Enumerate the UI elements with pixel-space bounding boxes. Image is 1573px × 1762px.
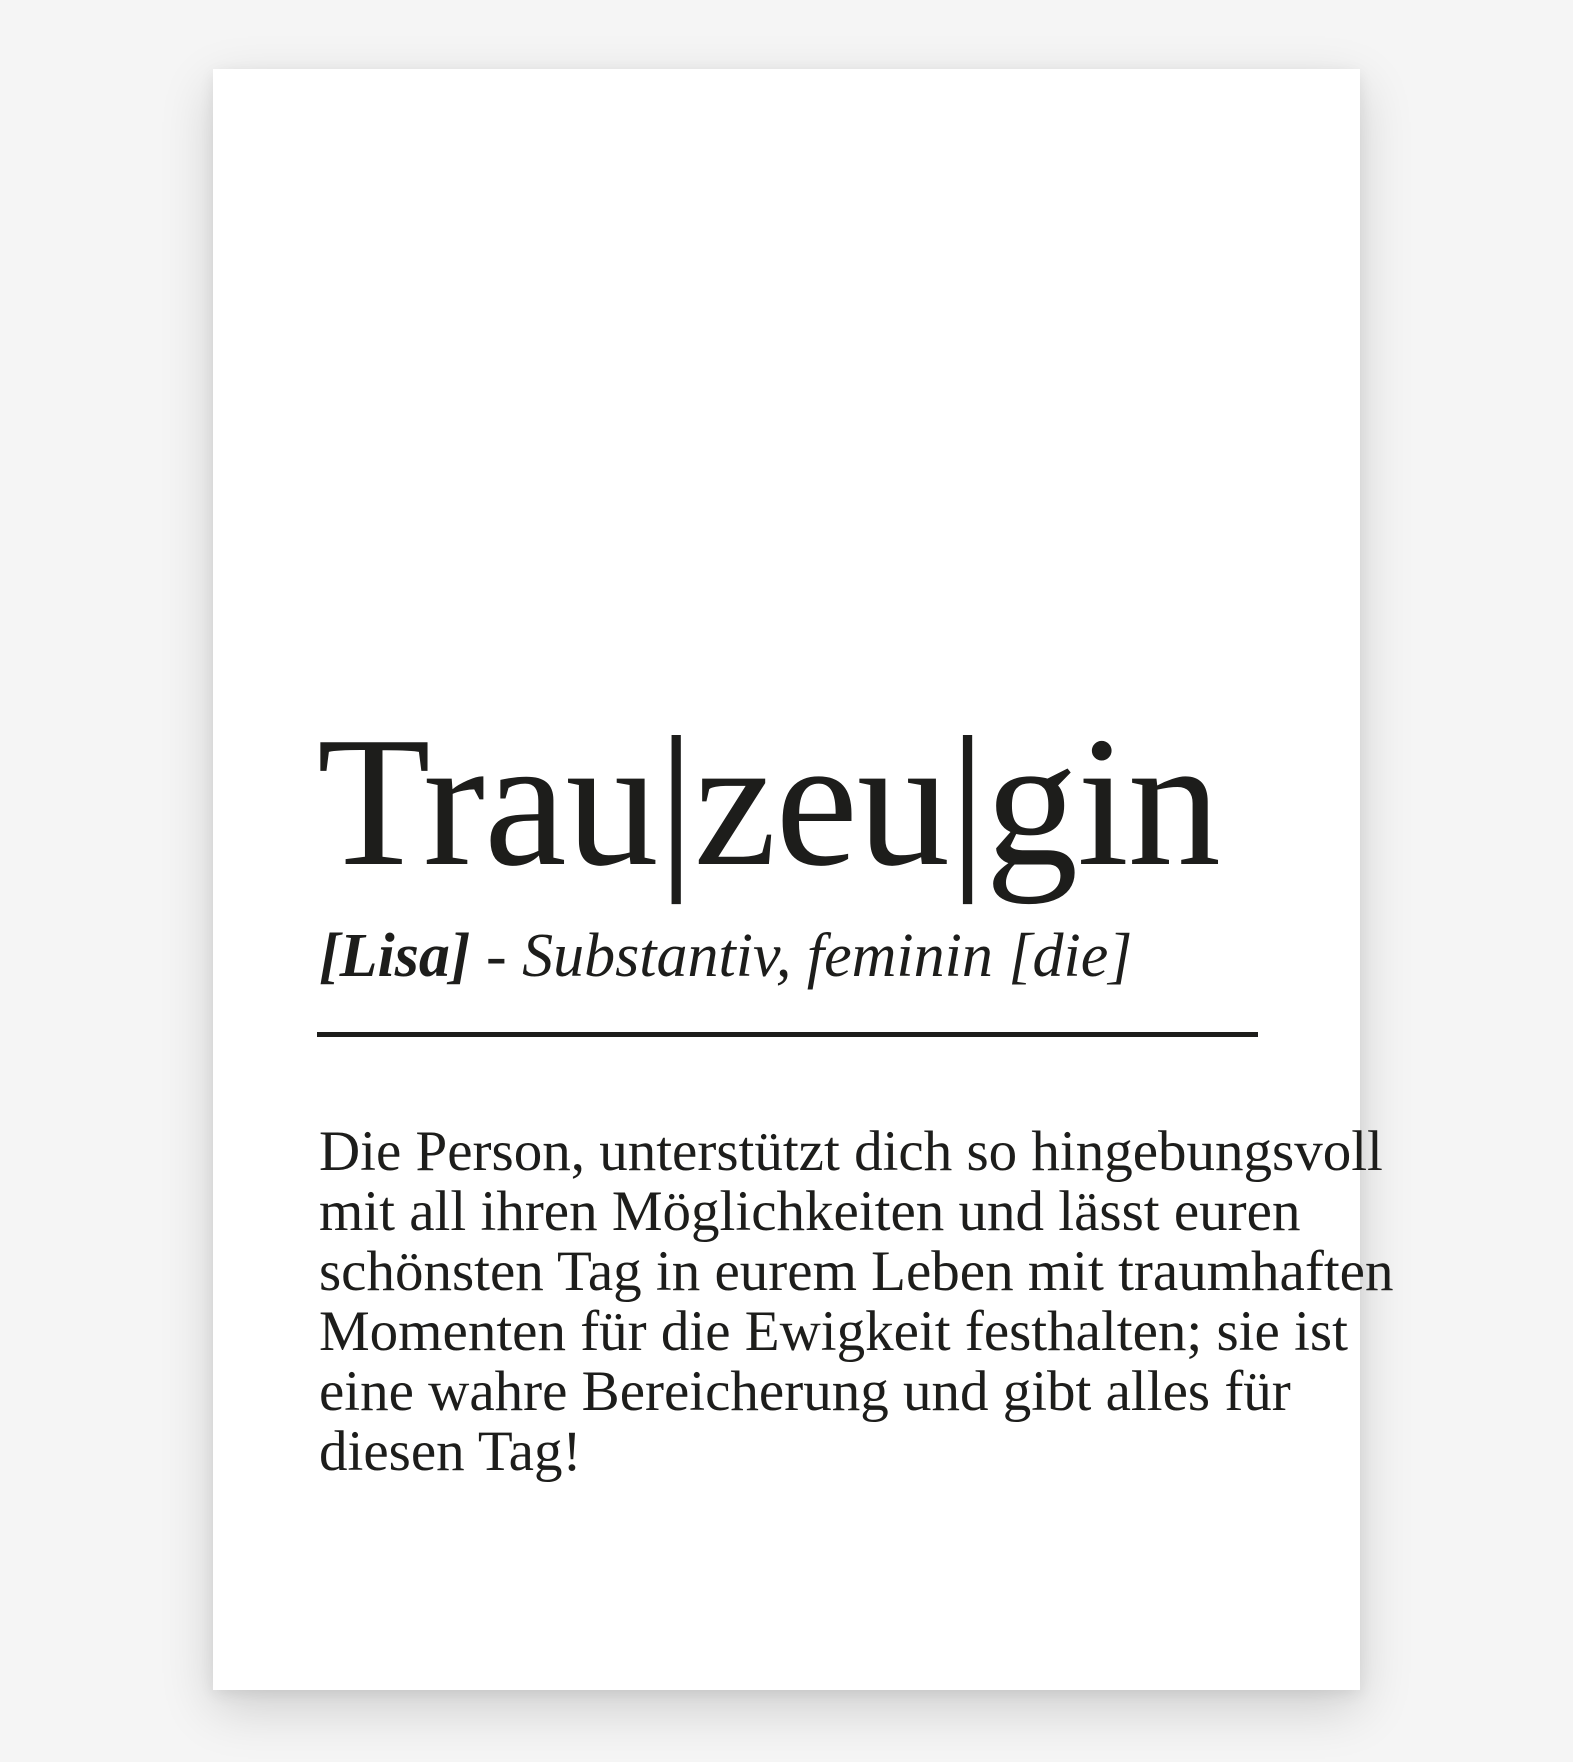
definition-line: eine wahre Bereicherung und gibt alles für xyxy=(319,1360,1291,1423)
poster-subtitle-description: - Substantiv, feminin [die] xyxy=(470,922,1133,990)
definition-line: diesen Tag! xyxy=(319,1420,582,1483)
definition-line: Momenten für die Ewigkeit festhalten; sie ist xyxy=(319,1300,1348,1363)
definition-line: schönsten Tag in eurem Leben mit traumhaften xyxy=(319,1240,1394,1303)
divider-rule xyxy=(317,1032,1258,1037)
definition-text xyxy=(319,1122,1393,1482)
poster-subtitle-name: [Lisa] xyxy=(319,922,471,990)
poster-title: Trau|zeu|gin xyxy=(317,699,1220,905)
definition-line: mit all ihren Möglichkeiten und lässt euren xyxy=(319,1180,1301,1243)
poster-subtitle xyxy=(319,922,1133,990)
poster-card xyxy=(213,69,1394,1690)
definition-line: Die Person, unterstützt dich so hingebungsvoll xyxy=(319,1120,1383,1183)
